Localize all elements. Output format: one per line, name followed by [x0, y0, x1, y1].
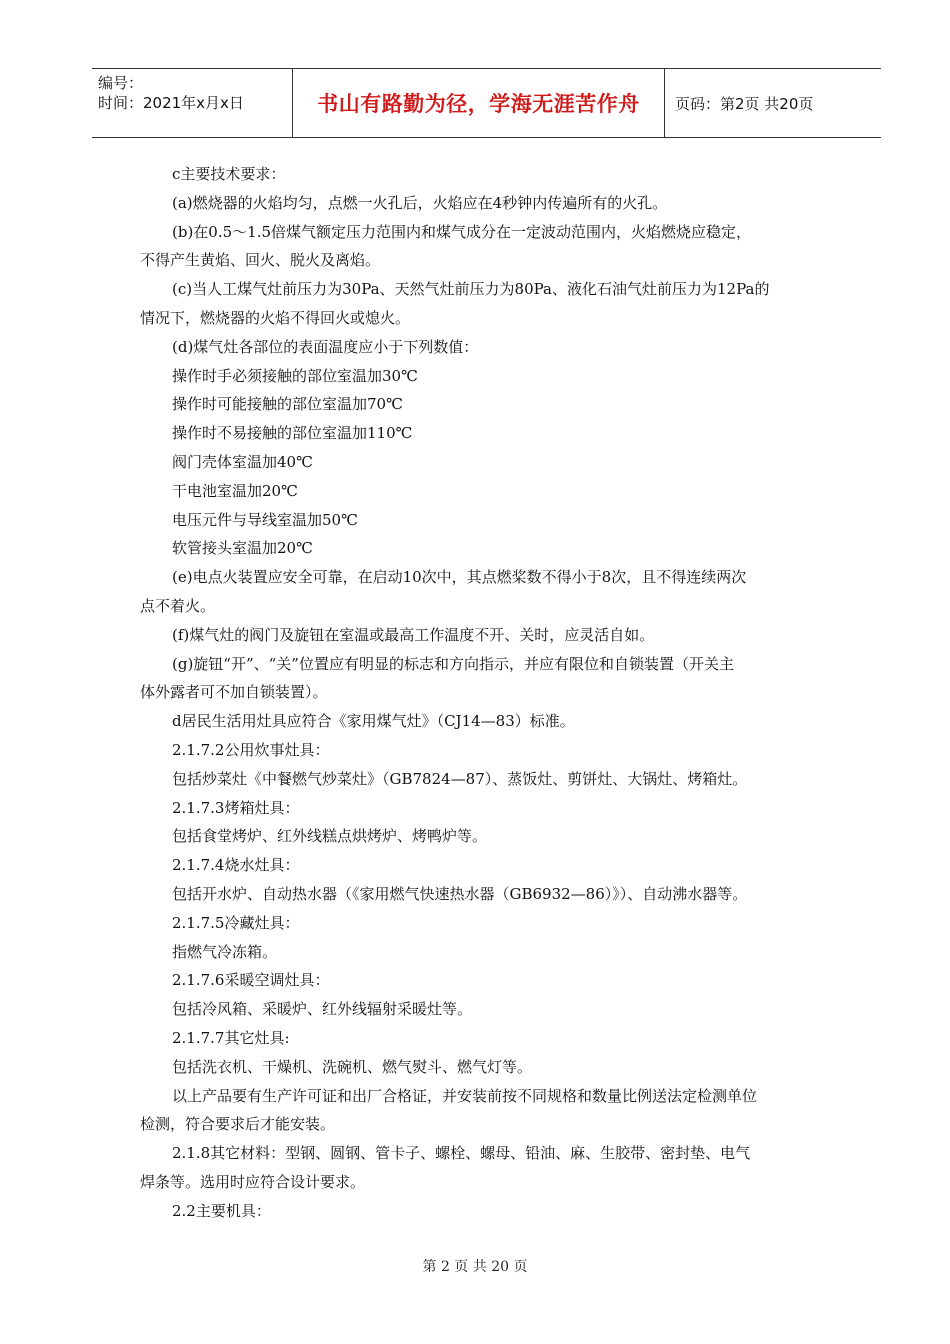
- text-line: 点不着火。: [140, 596, 216, 615]
- text-line: 阀门壳体室温加40℃: [172, 452, 313, 471]
- document-body: [140, 160, 840, 1225]
- text-line: 包括洗衣机、干燥机、洗碗机、燃气熨斗、燃气灯等。: [172, 1057, 533, 1076]
- text-line: (b)在0.5～1.5倍煤气额定压力范围内和煤气成分在一定波动范围内，火焰燃烧应稳定，: [172, 222, 752, 241]
- header-page-info: 页码：第2页 共20页: [675, 94, 814, 113]
- text-line: 操作时不易接触的部位室温加110℃: [172, 424, 413, 443]
- text-line: 2.1.7.2公用炊事灶具：: [172, 740, 330, 759]
- text-line: 2.1.7.5冷藏灶具：: [172, 913, 300, 932]
- text-line: (g)旋钮“开”、“关”位置应有明显的标志和方向指示，并应有限位和自锁装置（开关主: [172, 654, 734, 673]
- text-line: (d)煤气灶各部位的表面温度应小于下列数值：: [172, 337, 479, 356]
- text-line: 电压元件与导线室温加50℃: [172, 510, 358, 529]
- text-line: 以上产品要有生产许可证和出厂合格证，并安装前按不同规格和数量比例送法定检测单位: [172, 1086, 758, 1105]
- text-line: 包括食堂烤炉、红外线糕点烘烤炉、烤鸭炉等。: [172, 827, 488, 846]
- text-line: 包括开水炉、自动热水器（《家用燃气快速热水器（GB6932—86）》）、自动沸水器等。: [172, 884, 748, 903]
- text-line: d居民生活用灶具应符合《家用煤气灶》（CJ14—83）标准。: [172, 712, 575, 731]
- text-line: (e)电点火装置应安全可靠，在启动10次中，其点燃桨数不得小于8次，且不得连续两次: [172, 568, 747, 587]
- text-line: 体外露者可不加自锁装置）。: [140, 683, 328, 702]
- text-line: 不得产生黄焰、回火、脱火及离焰。: [140, 251, 381, 270]
- text-line: 焊条等。选用时应符合设计要求。: [140, 1172, 366, 1191]
- document-number-label: 编号：: [98, 74, 144, 92]
- text-line: 干电池室温加20℃: [172, 481, 298, 500]
- text-line: c主要技术要求：: [172, 165, 286, 183]
- header-meta: [92, 69, 293, 137]
- text-line: 2.2主要机具：: [172, 1201, 271, 1220]
- text-line: 情况下，燃烧器的火焰不得回火或熄火。: [140, 308, 411, 327]
- page-header: [92, 68, 881, 138]
- text-line: 包括炒菜灶《中餐燃气炒菜灶》（GB7824—87）、蒸饭灶、剪饼灶、大锅灶、烤箱灶。: [172, 769, 748, 788]
- text-line: 2.1.7.6采暖空调灶具：: [172, 971, 330, 990]
- text-line: 2.1.7.4烧水灶具：: [172, 856, 300, 875]
- text-line: 2.1.7.7其它灶具:: [172, 1028, 290, 1047]
- text-line: (c)当人工煤气灶前压力为30Pa、天然气灶前压力为80Pa、液化石油气灶前压力为12Pa的: [172, 280, 770, 299]
- text-line: 检测，符合要求后才能安装。: [140, 1115, 336, 1134]
- text-line: (a)燃烧器的火焰均匀，点燃一火孔后，火焰应在4秒钟内传遍所有的火孔。: [172, 193, 668, 212]
- text-line: 操作时手必须接触的部位室温加30℃: [172, 366, 418, 385]
- header-motto: 书山有路勤为径，学海无涯苦作舟: [293, 69, 665, 137]
- text-line: (f)煤气灶的阀门及旋钮在室温或最高工作温度不开、关时，应灵活自如。: [172, 625, 655, 644]
- text-line: 2.1.7.3烤箱灶具：: [172, 798, 300, 817]
- text-line: 操作时可能接触的部位室温加70℃: [172, 395, 403, 414]
- text-line: 2.1.8其它材料：型钢、圆钢、管卡子、螺栓、螺母、铅油、麻、生胶带、密封垫、电气: [172, 1144, 751, 1163]
- page-footer: 第 2 页 共 20 页: [422, 1259, 528, 1275]
- text-line: 软管接头室温加20℃: [172, 539, 313, 558]
- text-line: 包括冷风箱、采暖炉、红外线辐射采暖灶等。: [172, 1000, 473, 1019]
- text-line: 指燃气冷冻箱。: [172, 942, 278, 961]
- document-time-label: 时间：2021年x月x日: [98, 94, 244, 112]
